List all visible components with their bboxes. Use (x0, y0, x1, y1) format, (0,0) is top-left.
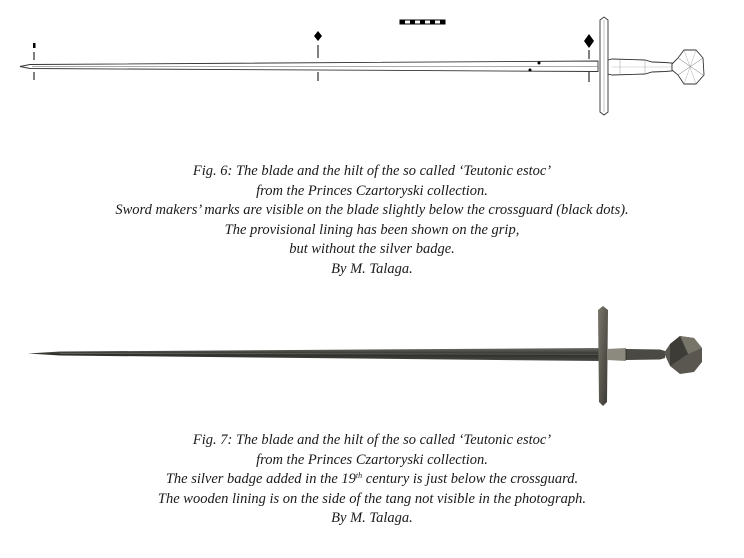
caption-text: century is just below the crossguard. (362, 471, 579, 487)
caption-line: The provisional lining has been shown on the grip, (224, 221, 520, 238)
photo-crossguard (598, 306, 608, 406)
section-marker-guard (584, 34, 594, 82)
superscript: th (355, 471, 363, 480)
caption-line: but without the silver badge. (289, 241, 455, 257)
figure-7-caption (0, 431, 744, 529)
caption-line: from the Princes Czartoryski collection. (256, 451, 488, 468)
figure-7-photo (0, 298, 744, 418)
caption-line: Fig. 7: The blade and the hilt of the so called ‘Teutonic estoc’ (192, 432, 552, 448)
caption-text: The silver badge added in the 19 (165, 471, 356, 487)
figure-6-caption (0, 162, 744, 279)
blade-outline (20, 61, 598, 72)
scale-bar (400, 20, 445, 24)
caption-line: from the Princes Czartoryski collection. (256, 182, 488, 199)
caption-line (0, 470, 744, 490)
section-marker-middle (314, 31, 322, 81)
caption-line: Sword makers’ marks are visible on the blade slightly below the crossguard (black dots). (115, 202, 629, 218)
section-marker-tip (33, 43, 36, 80)
photo-grip (607, 348, 665, 361)
caption-line: By M. Talaga. (331, 510, 413, 526)
photo-blade (28, 348, 600, 361)
caption-line: The wooden lining is on the side of the tang not visible in the photograph. (157, 490, 587, 507)
caption-line: Fig. 6: The blade and the hilt of the so called ‘Teutonic estoc’ (192, 163, 552, 179)
pommel (672, 50, 704, 84)
grip (608, 59, 672, 75)
photo-pommel (664, 336, 702, 374)
caption-line: By M. Talaga. (331, 260, 413, 277)
figure-6-drawing (0, 0, 744, 130)
crossguard (600, 17, 608, 115)
